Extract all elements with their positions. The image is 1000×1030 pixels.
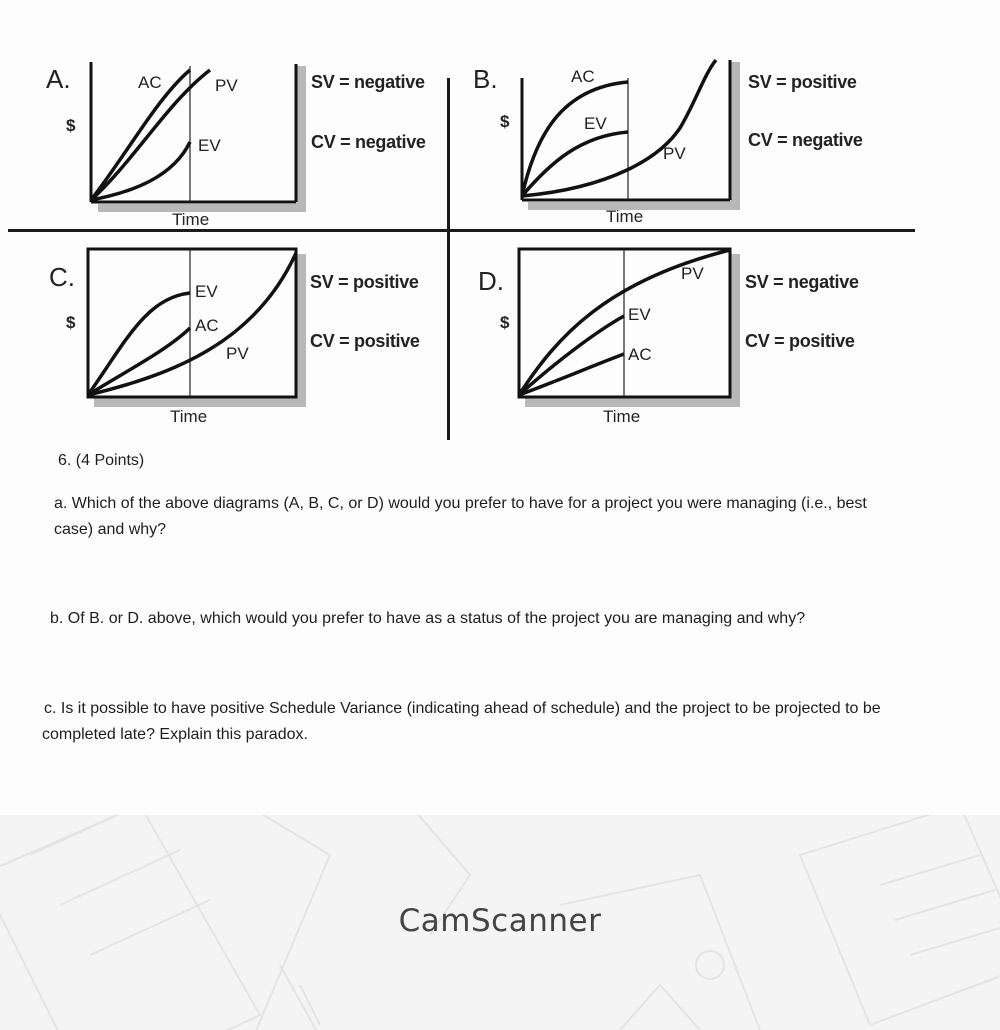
- horizontal-divider: [8, 229, 915, 232]
- diagram-b-cv: CV = negative: [748, 130, 863, 150]
- label-pv: PV: [663, 144, 686, 163]
- label-pv: PV: [226, 344, 249, 363]
- label-ac: AC: [138, 73, 162, 92]
- label-ac: AC: [195, 316, 219, 335]
- label-ev: EV: [198, 136, 221, 155]
- diagram-b-letter: B.: [473, 64, 498, 94]
- diagram-c-chart: [86, 246, 311, 426]
- diagram-a-chart: [88, 62, 308, 229]
- curve-ev: [91, 142, 190, 200]
- diagram-b-chart: [520, 58, 745, 226]
- decor-letter: [280, 965, 330, 1030]
- question-b: b. Of B. or D. above, which would you prefer to have as a status of the project you are managing and why?: [50, 610, 806, 627]
- camscanner-footer: [0, 815, 1000, 1030]
- curve-ac: [88, 328, 190, 395]
- x-axis-label: Time: [170, 407, 208, 426]
- diagram-a-sv: SV = negative: [311, 72, 425, 92]
- diagram-d-cv: CV = positive: [745, 331, 855, 351]
- curve-pv: [522, 60, 716, 196]
- label-ac: AC: [628, 345, 652, 364]
- label-ac: AC: [571, 67, 595, 86]
- diagram-a-svg: [88, 62, 308, 229]
- diagram-b-dollar-label: $: [500, 112, 510, 131]
- diagram-c-cv: CV = positive: [310, 331, 420, 351]
- diagram-a-dollar-label: $: [66, 116, 76, 135]
- decor-sheet-3: [560, 875, 760, 1030]
- diagram-c-letter: C.: [49, 262, 75, 292]
- decor-line: [60, 850, 180, 905]
- diagram-c-sv: SV = positive: [310, 272, 419, 292]
- diagram-b-sv: SV = positive: [748, 72, 857, 92]
- diagram-d-chart: [517, 246, 747, 426]
- diagram-c-dollar-label: $: [66, 313, 76, 332]
- x-axis-label: Time: [606, 207, 644, 226]
- label-pv: PV: [215, 76, 238, 95]
- camscanner-brand: CamScanner: [398, 903, 602, 939]
- diagram-c-svg: [86, 246, 311, 426]
- vertical-divider: [447, 78, 450, 440]
- question-a-line-2: case) and why?: [54, 521, 167, 538]
- decor-line: [30, 815, 150, 855]
- decor-circle: [696, 951, 724, 979]
- diagram-d-svg: [517, 246, 747, 426]
- diagram-d-dollar-label: $: [500, 313, 510, 332]
- decor-mountain: [620, 985, 700, 1030]
- diagram-b-svg: [520, 58, 745, 226]
- curve-pv: [88, 253, 296, 395]
- label-ev: EV: [195, 282, 218, 301]
- diagram-a-letter: A.: [46, 64, 71, 94]
- axis-shadow: [94, 398, 306, 407]
- question-a-line-1: a. Which of the above diagrams (A, B, C, or D) would you prefer to have for a project you were managing (i.e., best: [54, 495, 867, 512]
- label-ev: EV: [584, 114, 607, 133]
- label-pv: PV: [681, 264, 704, 283]
- x-axis-label: Time: [172, 210, 210, 229]
- diagram-d-letter: D.: [478, 266, 504, 296]
- label-ev: EV: [628, 305, 651, 324]
- diagram-a-cv: CV = negative: [311, 132, 426, 152]
- question-c-line-2: completed late? Explain this paradox.: [42, 726, 308, 743]
- x-axis-label: Time: [603, 407, 641, 426]
- question-heading: 6. (4 Points): [58, 452, 145, 469]
- axis-shadow: [525, 398, 740, 407]
- diagram-d-sv: SV = negative: [745, 272, 859, 292]
- question-c-line-1: c. Is it possible to have positive Schedule Variance (indicating ahead of schedule) and the project to be projected to be: [44, 700, 881, 717]
